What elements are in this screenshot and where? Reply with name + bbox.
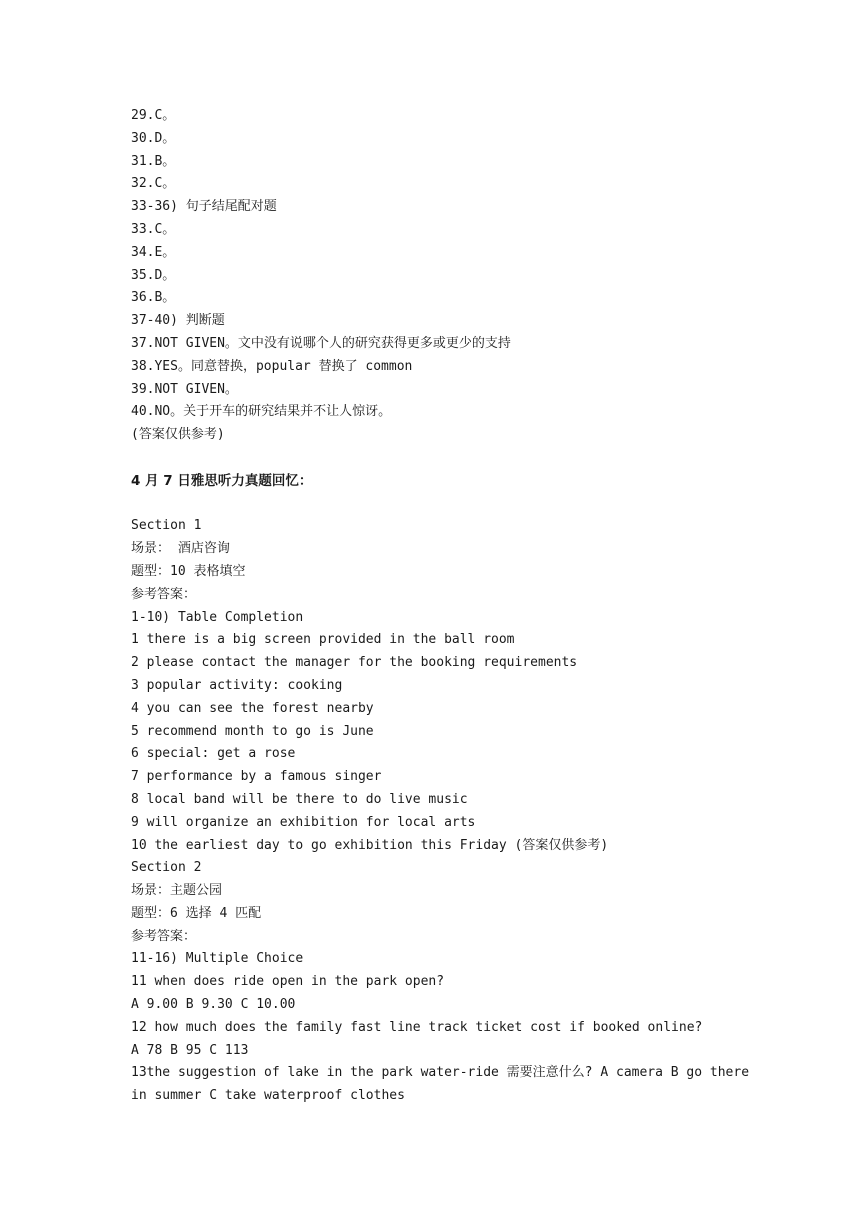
options-line: A 9.00 B 9.30 C 10.00 xyxy=(131,997,296,1013)
answer-line: 9 will organize an exhibition for local arts xyxy=(131,814,476,830)
answer-line: 1 there is a big screen provided in the ball room xyxy=(131,632,515,648)
question-type-label: 题型：6 选择 4 匹配 xyxy=(131,905,262,921)
reference-answer-label: 参考答案： xyxy=(131,928,197,944)
answer-line: 31.B。 xyxy=(131,153,176,169)
question-group-label: 11-16) Multiple Choice xyxy=(131,951,304,967)
question-group-label: 33-36) 句子结尾配对题 xyxy=(131,199,277,215)
answer-line: 30.D。 xyxy=(131,130,176,146)
answer-line: 37.NOT GIVEN。文中没有说哪个人的研究获得更多或更少的支持 xyxy=(131,335,511,351)
answer-line: 2 please contact the manager for the booking requirements xyxy=(131,655,578,671)
spacer xyxy=(131,447,831,470)
answer-line: 34.E。 xyxy=(131,244,176,260)
answer-line: 33.C。 xyxy=(131,221,176,237)
listening-section-1 xyxy=(131,515,831,857)
question-line: 12 how much does the family fast line track ticket cost if booked online? xyxy=(131,1019,703,1035)
question-line: 11 when does ride open in the park open? xyxy=(131,974,445,990)
question-line: 13the suggestion of lake in the park water-ride 需要注意什么? A camera B go there xyxy=(131,1065,750,1081)
answer-line: 32.C。 xyxy=(131,176,176,192)
answer-line: 6 special: get a rose xyxy=(131,746,296,762)
answer-line: 40.NO。关于开车的研究结果并不让人惊讶。 xyxy=(131,404,392,420)
answer-line: 38.YES。同意替换，popular 替换了 common xyxy=(131,358,413,374)
scene-label: 场景： 酒店咨询 xyxy=(131,541,230,557)
question-group-label: 1-10) Table Completion xyxy=(131,609,304,625)
question-line: in summer C take waterproof clothes xyxy=(131,1088,405,1104)
answers-part1 xyxy=(131,105,831,447)
answer-line: 7 performance by a famous singer xyxy=(131,769,382,785)
spacer xyxy=(131,493,831,516)
answer-line: 10 the earliest day to go exhibition this Friday (答案仅供参考) xyxy=(131,837,609,853)
section-heading: 4 月 7 日雅思听力真题回忆： xyxy=(131,472,313,489)
question-type-label: 题型：10 表格填空 xyxy=(131,563,246,579)
answer-line: 36.B。 xyxy=(131,290,176,306)
reference-answer-label: 参考答案： xyxy=(131,586,197,602)
answer-line: 39.NOT GIVEN。 xyxy=(131,381,238,397)
document-page xyxy=(131,105,831,1108)
scene-label: 场景：主题公园 xyxy=(131,883,223,899)
answer-line: 29.C。 xyxy=(131,108,176,123)
disclaimer-note: (答案仅供参考) xyxy=(131,427,225,443)
listening-section-2 xyxy=(131,857,831,1108)
section-title: Section 1 xyxy=(131,518,202,534)
answer-line: 5 recommend month to go is June xyxy=(131,723,374,739)
answer-line: 35.D。 xyxy=(131,267,176,283)
answer-line: 4 you can see the forest nearby xyxy=(131,700,374,716)
options-line: A 78 B 95 C 113 xyxy=(131,1042,249,1058)
answer-line: 8 local band will be there to do live music xyxy=(131,791,468,807)
question-group-label: 37-40) 判断题 xyxy=(131,313,225,329)
answer-line: 3 popular activity: cooking xyxy=(131,677,343,693)
section-title: Section 2 xyxy=(131,860,202,876)
